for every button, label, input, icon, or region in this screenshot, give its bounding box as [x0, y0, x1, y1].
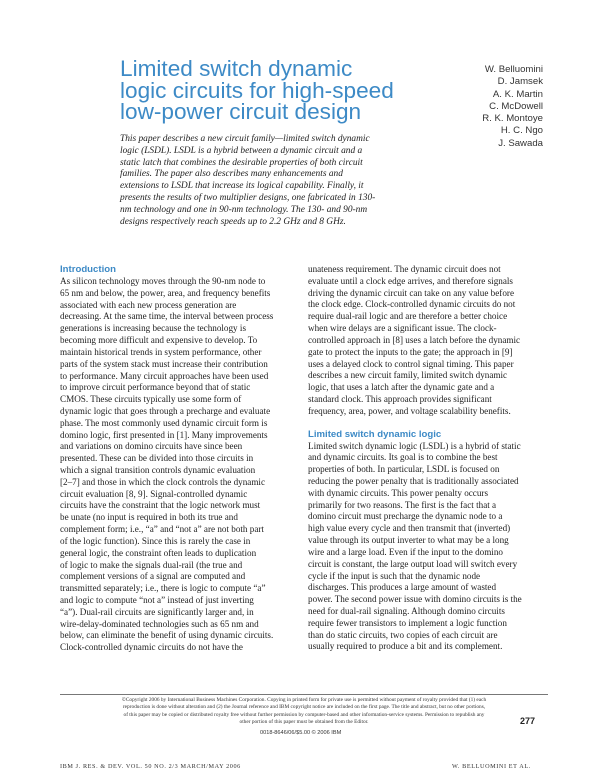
text-line: 65 nm and below, the power, area, and frequency benefits — [60, 287, 271, 298]
text-line: C. McDowell — [489, 100, 543, 112]
text-line: need for dual-rail signaling. Although domino circuits — [308, 605, 505, 616]
text-line: This paper describes a new circuit family—limited switch dynamic — [120, 134, 370, 144]
text-line: unateness requirement. The dynamic circuit does not — [308, 264, 501, 274]
text-line: domino logic, first presented in [1]. Many improvements — [60, 429, 268, 440]
text-line: becoming more difficult and expensive to develop. To — [60, 335, 258, 346]
text-line: of the logic function). Since this is rarely the case in — [60, 535, 251, 546]
text-line: standard clock. This approach provides significant — [308, 393, 492, 404]
section-heading-introduction: Introduction — [60, 264, 116, 275]
text-line: with dynamic circuits. This power penalty occurs — [308, 487, 489, 498]
text-line: and variations on domino circuits have since been — [60, 441, 243, 452]
text-line: transmitted separately; i.e., there is logic to compute “a” — [60, 583, 266, 594]
text-line: As silicon technology moves through the 90-nm node to — [60, 276, 266, 286]
text-line: circuit is constant, the large output load will switch every — [308, 558, 518, 569]
text-line: logic (LSDL). LSDL is a hybrid between a dynamic circuit and a — [120, 145, 363, 156]
text-line: wire-delay-dominated technologies such as 65 nm and — [60, 618, 259, 629]
issn-line: 0018-8646/06/$5.00 © 2006 IBM — [260, 730, 342, 736]
text-line: usually required to produce a bit and its complement. — [308, 641, 503, 652]
text-line: families. The paper also describes many enhancements and — [120, 169, 343, 180]
text-line: designs respectively reach speeds up to 2.2 GHz and 8 GHz. — [120, 216, 346, 227]
copyright-notice — [60, 697, 548, 727]
text-line: D. Jamsek — [497, 76, 543, 88]
text-line: than do static circuits, two copies of each circuit are — [308, 629, 498, 640]
text-line: logic circuits for high-speed — [120, 77, 394, 103]
text-line: circuit evaluation [8, 9]. Signal-controlled dynamic — [60, 488, 248, 499]
text-line: H. C. Ngo — [500, 125, 543, 137]
text-line: presented. These can be divided into those circuits in — [60, 453, 254, 464]
text-line: circuits have the constraint that the logic network must — [60, 500, 261, 511]
text-line: R. K. Montoye — [482, 113, 543, 125]
text-line: extensions to LSDL that increase its logical capability. Finally, it — [120, 181, 364, 192]
text-line: require fewer transistors to implement a logic function — [308, 617, 507, 628]
text-line: power. The second power issue with domino circuits is the — [308, 594, 522, 605]
text-line: to performance. Many circuit approaches have been used — [60, 370, 269, 381]
text-line: discharges. This produces a large amount of wasted — [308, 582, 497, 593]
text-line: logic, that uses a latch after the dynamic gate and a — [308, 382, 495, 393]
text-line: W. Belluomini — [484, 64, 543, 75]
text-line: general logic, the constraint often leads to duplication — [60, 547, 257, 558]
lsdl-body — [308, 441, 548, 654]
text-line: “a”). Dual-rail circuits are significantly larger and, in — [60, 606, 254, 617]
text-line: reducing the power penalty that is traditionally associated — [308, 476, 519, 486]
text-line: domino circuit must precharge the dynamic node to a — [308, 511, 503, 522]
section-heading-lsdl: Limited switch dynamic logic — [308, 428, 442, 440]
right-column — [308, 264, 548, 653]
text-line: describes a new circuit family, limited switch dynamic — [308, 370, 508, 381]
text-line: of this paper may be copied or distributed royalty free without further permission by computer-based and other information-service systems. Permission to republish any — [123, 711, 485, 718]
text-line: evaluate until a clock edge arrives, and therefore signals — [308, 275, 513, 286]
author-footer: W. BELLUOMINI ET AL. — [452, 763, 531, 770]
text-line: reproduction is done without alteration and (2) the Journal reference and IBM copyright notice are included on the first page. The title and abstract, but no other portions, — [122, 704, 486, 711]
left-column — [60, 264, 300, 654]
text-line: cycle if the input is such that the dynamic node — [308, 570, 481, 581]
text-line: low-power circuit design — [120, 99, 362, 124]
text-line: and dynamic circuits. Its goal is to combine the best — [308, 452, 498, 463]
text-line: complement versions of a signal are computed and — [60, 571, 246, 582]
text-line: nm technology and one in 90-nm technology. The 130- and 90-nm — [120, 204, 368, 215]
text-line: maintain historical trends in system performance, other — [60, 346, 262, 357]
author-list — [432, 64, 543, 150]
text-line: and logic to compute “not a” instead of just inverting — [60, 594, 254, 605]
text-line: J. Sawada — [498, 137, 543, 149]
text-line: Clock-controlled dynamic circuits do not have the — [60, 642, 243, 653]
text-line: presents the results of two multiplier designs, one fabricated in 130- — [120, 192, 376, 203]
text-line: associated with each new process generation are — [60, 299, 237, 310]
article-title — [120, 58, 410, 123]
text-line: static latch that combines the desirable properties of both circuit — [120, 157, 363, 168]
text-line: other portion of this paper must be obtained from the Editor. — [239, 719, 369, 726]
copyright-divider — [60, 694, 548, 695]
text-line: gate to protect the inputs to the gate; the approach in [9] — [308, 346, 513, 357]
text-line: which a signal transition controls dynamic evaluation — [60, 465, 256, 475]
text-line: require dual-rail logic and are therefore a better choice — [308, 311, 508, 322]
text-line: when wire delays are a significant issue. The clock- — [308, 323, 497, 334]
text-line: value through its output inverter to what may be a long — [308, 535, 509, 546]
text-line: decreasing. At the same time, the interval between process — [60, 311, 274, 322]
text-line: properties of both. In particular, LSDL is focused on — [308, 464, 500, 475]
text-line: to improve circuit performance beyond that of static — [60, 382, 251, 393]
text-line: below, can eliminate the benefit of using dynamic circuits. — [60, 630, 274, 641]
text-line: the clock edge. Clock-controlled dynamic circuits do not — [308, 299, 516, 310]
journal-citation-footer: IBM J. RES. & DEV. VOL. 50 NO. 2/3 MARCH/MAY 2006 — [60, 763, 241, 770]
text-line: driving the dynamic circuit can take on any value before — [308, 287, 514, 298]
text-line: frequency, area, power, and voltage scalability benefits. — [308, 405, 511, 416]
text-line: complement form; i.e., “a” and “not a” are not both part — [60, 524, 264, 535]
text-line: wire and a large load. Even if the input to the domino — [308, 546, 503, 557]
text-line: ©Copyright 2006 by International Business Machines Corporation. Copying in printed form for private use is permitted without payment of royalty provided that (1) each — [121, 697, 487, 703]
text-line: Limited switch dynamic — [120, 56, 353, 81]
introduction-body — [60, 276, 300, 654]
page-number: 277 — [520, 716, 536, 726]
text-line: [2–7] and those in which the clock controls the dynamic — [60, 476, 266, 487]
text-line: A. K. Martin — [492, 88, 543, 100]
text-line: Limited switch dynamic logic (LSDL) is a hybrid of static — [308, 440, 521, 451]
text-line: generations is increasing because the technology is — [60, 323, 246, 334]
text-line: uses a delayed clock to control signal timing. This paper — [308, 358, 514, 369]
introduction-continued — [308, 264, 548, 418]
text-line: CMOS. These circuits typically use some form of — [60, 394, 242, 405]
text-line: dynamic logic that goes through a precharge and evaluate — [60, 405, 271, 416]
text-line: parts of the system stack must increase their contribution — [60, 358, 268, 369]
text-line: be unate (no input is required in both its true and — [60, 512, 238, 523]
text-line: high value every cycle and then transmit that (inverted) — [308, 523, 511, 534]
text-line: primarily for two reasons. The first is the fact that a — [308, 499, 497, 510]
abstract — [120, 134, 395, 228]
text-line: of logic to make the signals dual-rail (the true and — [60, 559, 243, 570]
text-line: phase. The most commonly used dynamic circuit form is — [60, 417, 268, 428]
text-line: controlled approach in [8] uses a latch before the dynamic — [308, 334, 521, 345]
